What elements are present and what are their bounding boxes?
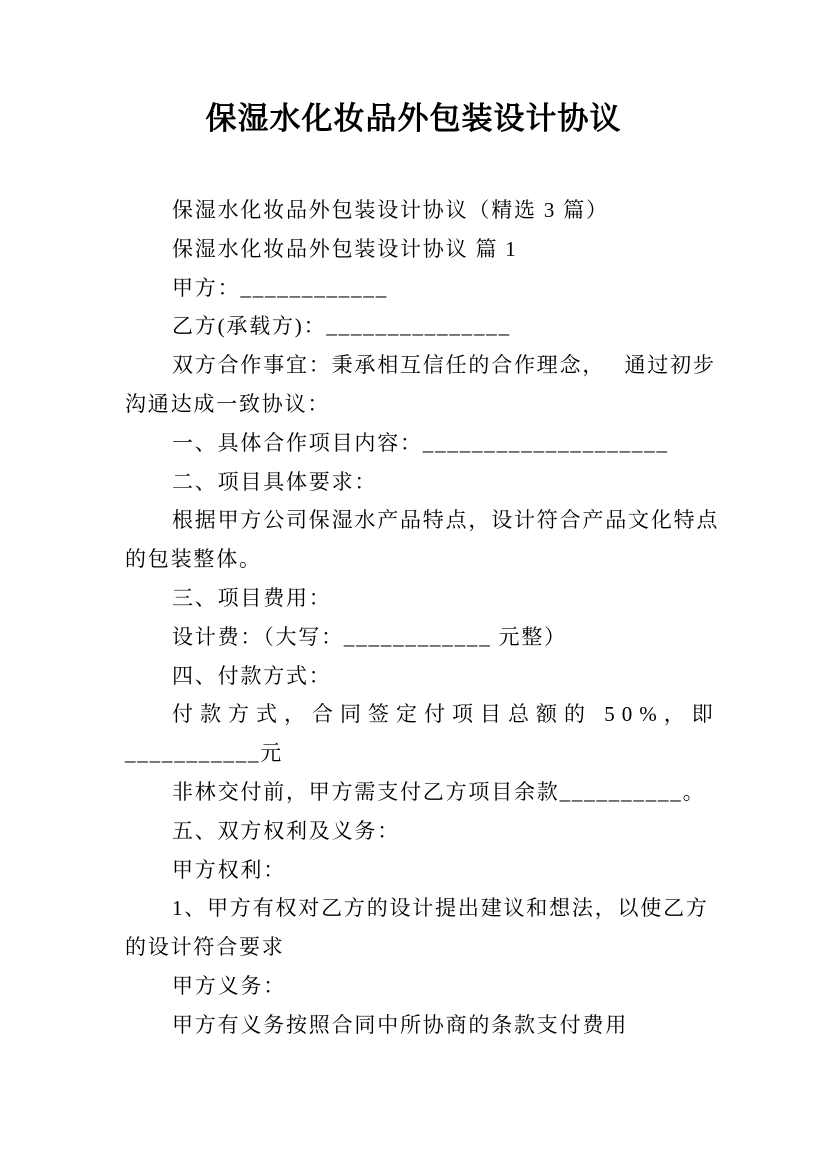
text-line: 沟通达成一致协议：: [125, 391, 331, 416]
text-line: 非林交付前，甲方需支付乙方项目余款__________。: [172, 779, 706, 804]
text-line: 1、甲方有权对乙方的设计提出建议和想法，以使乙方: [172, 896, 709, 921]
text-line: 的包装整体。: [125, 547, 262, 572]
text-line: 甲方权利：: [172, 857, 286, 882]
text-line: 双方合作事宜：秉承相互信任的合作理念， 通过初步: [172, 353, 716, 378]
text-line: 保湿水化妆品外包装设计协议 篇 1: [172, 236, 518, 261]
text-line: 甲方义务：: [172, 973, 286, 998]
text-line: 的设计符合要求: [125, 935, 285, 960]
text-line: 设计费：（大写：____________ 元整）: [172, 624, 567, 649]
document-body: [125, 191, 720, 1045]
text-line: 一、具体合作项目内容：____________________: [172, 430, 669, 455]
text-line: 四、付款方式：: [172, 663, 332, 688]
text-line: 乙方(承载方)：_______________: [172, 314, 511, 339]
text-line: 甲方有义务按照合同中所协商的条款支付费用: [172, 1012, 628, 1037]
text-line: 五、双方权利及义务：: [172, 818, 400, 843]
text-line: 根据甲方公司保湿水产品特点，设计符合产品文化特点: [172, 508, 720, 533]
text-line: 二、项目具体要求：: [172, 469, 378, 494]
text-line: 三、项目费用：: [172, 585, 332, 610]
text-line: 保湿水化妆品外包装设计协议（精选 3 篇）: [172, 198, 609, 222]
document-title: 保湿水化妆品外包装设计协议: [205, 101, 622, 136]
text-line: 甲方：____________: [172, 275, 388, 300]
text-line: ___________元: [125, 741, 284, 766]
text-line: 付款方式，合同签定付项目总额的 50%，即: [172, 702, 720, 727]
